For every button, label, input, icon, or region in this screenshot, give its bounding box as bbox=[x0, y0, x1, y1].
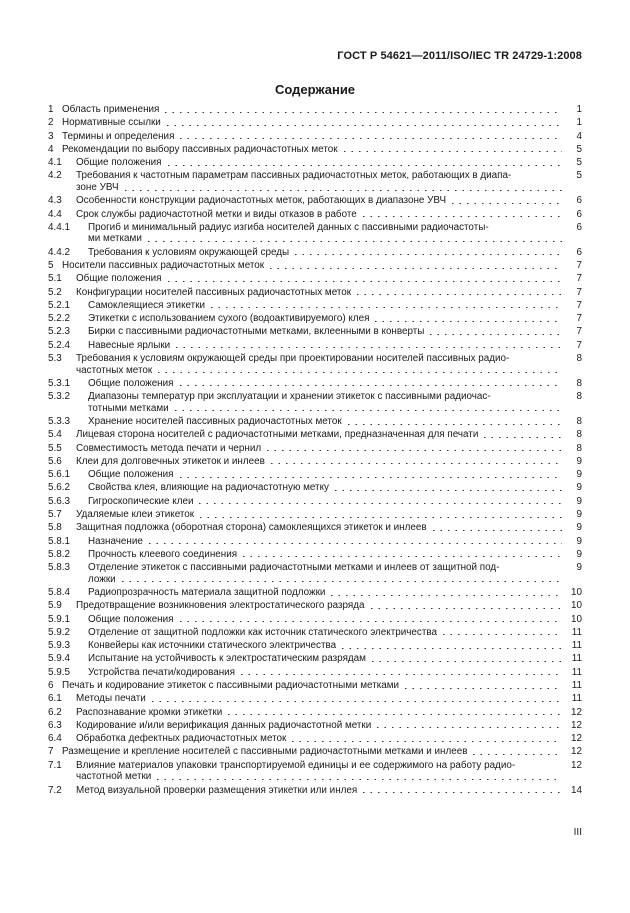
toc-entry-title: Клеи для долговечных этикеток и инлеев bbox=[76, 455, 265, 467]
toc-entry[interactable] bbox=[48, 353, 582, 376]
toc-entry[interactable] bbox=[48, 733, 582, 745]
dot-leader bbox=[402, 688, 562, 689]
toc-entry-title: частотной метки bbox=[76, 771, 152, 783]
toc-entry-number: 4.3 bbox=[48, 195, 62, 207]
toc-entry-page: 9 bbox=[576, 548, 582, 560]
toc-entry-page: 14 bbox=[571, 784, 582, 796]
toc-entry[interactable] bbox=[48, 170, 582, 193]
toc-entry-number: 5.2.4 bbox=[48, 339, 70, 351]
toc-entry-page: 11 bbox=[571, 640, 582, 652]
dot-leader bbox=[172, 410, 562, 411]
toc-entry-page: 9 bbox=[576, 535, 582, 547]
toc-entry[interactable] bbox=[48, 429, 582, 441]
toc-entry-number: 5.9.1 bbox=[48, 613, 70, 625]
document-header: ГОСТ Р 54621—2011/ISO/IEC TR 24729-1:2008 bbox=[337, 50, 582, 62]
toc-entry[interactable] bbox=[48, 222, 582, 245]
toc-entry-number: 5.6.2 bbox=[48, 482, 70, 494]
toc-entry-page: 10 bbox=[571, 600, 582, 612]
toc-entry-title: Прочность клеевого соединения bbox=[88, 548, 238, 560]
toc-entry-title: Метод визуальной проверки размещения этикетки или инлея bbox=[76, 784, 358, 796]
toc-entry-number: 5.9.5 bbox=[48, 666, 70, 678]
toc-entry-number: 6.4 bbox=[48, 733, 62, 745]
toc-entry-number: 5.3 bbox=[48, 352, 62, 364]
toc-entry-page: 5 bbox=[576, 157, 582, 169]
toc-entry-page: 8 bbox=[576, 416, 582, 427]
toc-entry-number: 4.4.2 bbox=[48, 246, 70, 258]
page-number: III bbox=[573, 827, 582, 838]
toc-entry-page: 12 bbox=[571, 746, 582, 758]
dot-leader bbox=[332, 490, 562, 491]
toc-entry[interactable] bbox=[48, 522, 582, 534]
toc-entry-page: 7 bbox=[576, 313, 582, 325]
toc-entry-number: 5.8.1 bbox=[48, 535, 70, 547]
toc-entry[interactable] bbox=[48, 627, 582, 639]
dot-leader bbox=[146, 543, 562, 544]
toc-entry-page: 9 bbox=[576, 508, 582, 520]
dot-leader bbox=[339, 648, 562, 649]
dot-leader bbox=[470, 754, 562, 755]
toc-entry-page: 7 bbox=[576, 326, 582, 338]
toc-entry-number: 4.2 bbox=[48, 170, 62, 182]
toc-entry-title: Бирки с пассивными радиочастотными метками, вклеенными в конверты bbox=[88, 326, 425, 338]
toc-entry-page: 9 bbox=[576, 522, 582, 534]
toc-entry-title: Нормативные ссылки bbox=[62, 117, 161, 129]
toc-entry-number: 7 bbox=[48, 746, 54, 758]
dot-leader bbox=[177, 138, 562, 139]
toc-entry[interactable] bbox=[48, 273, 582, 285]
toc-entry-number: 5.3.1 bbox=[48, 377, 70, 389]
toc-entry-title: Конфигурации носителей пассивных радиочастотных меток bbox=[76, 286, 352, 298]
toc-entry-page: 6 bbox=[576, 195, 582, 207]
toc-entry-title: Методы печати bbox=[76, 693, 146, 705]
toc-entry-title: Назначение bbox=[88, 535, 143, 547]
dot-leader bbox=[374, 727, 562, 728]
toc-entry[interactable] bbox=[48, 600, 582, 612]
toc-entry-title: Совместимость метода печати и чернил bbox=[76, 442, 262, 454]
toc-entry[interactable] bbox=[48, 536, 582, 548]
toc-entry[interactable] bbox=[48, 707, 582, 719]
dot-leader bbox=[360, 792, 562, 793]
toc-entry[interactable] bbox=[48, 456, 582, 468]
toc-entry-number: 4 bbox=[48, 143, 54, 155]
toc-entry[interactable] bbox=[48, 247, 582, 259]
dot-leader bbox=[196, 503, 562, 504]
toc-entry-page: 7 bbox=[576, 273, 582, 285]
dot-leader bbox=[345, 424, 562, 425]
toc-entry-number: 5.7 bbox=[48, 508, 62, 520]
toc-entry[interactable] bbox=[48, 746, 582, 758]
toc-entry-number: 5.3.2 bbox=[48, 391, 70, 403]
toc-entry-page: 6 bbox=[576, 221, 582, 233]
toc-entry-title: Отделение от защитной подложки как источник статического электричества bbox=[88, 626, 437, 638]
toc-entry[interactable] bbox=[48, 131, 582, 143]
toc-entry-number: 5.3.3 bbox=[48, 416, 70, 427]
toc-entry-number: 5.9.2 bbox=[48, 626, 70, 638]
toc-entry[interactable] bbox=[48, 260, 582, 272]
dot-leader bbox=[264, 450, 562, 451]
dot-leader bbox=[267, 268, 562, 269]
toc-entry-title: Общие положения bbox=[88, 613, 174, 625]
toc-entry-page: 7 bbox=[576, 339, 582, 351]
toc-entry-number: 5.9 bbox=[48, 600, 62, 612]
toc-entry[interactable] bbox=[48, 443, 582, 455]
toc-entry-page: 11 bbox=[571, 666, 582, 678]
toc-entry-title: Свойства клея, влияющие на радиочастотную метку bbox=[88, 482, 329, 494]
toc-entry-number: 6.1 bbox=[48, 693, 62, 705]
toc-entry-number: 3 bbox=[48, 130, 54, 142]
dot-leader bbox=[360, 216, 562, 217]
dot-leader bbox=[449, 203, 562, 204]
toc-entry-title: Срок службы радиочастотной метки и виды отказов в работе bbox=[76, 208, 357, 220]
dot-leader bbox=[162, 112, 562, 113]
dot-leader bbox=[481, 437, 562, 438]
toc-entry-page: 6 bbox=[576, 208, 582, 220]
toc-entry[interactable] bbox=[48, 378, 582, 390]
toc-entry-page: 12 bbox=[571, 719, 582, 731]
dot-leader bbox=[145, 241, 562, 242]
toc-entry-number: 4.4 bbox=[48, 208, 62, 220]
toc-entry-page: 12 bbox=[571, 706, 582, 718]
toc-entry-page: 11 bbox=[571, 693, 582, 705]
toc-entry-number: 5.2.1 bbox=[48, 299, 70, 311]
toc-entry-number: 5.8.3 bbox=[48, 562, 70, 574]
toc-entry-title: частотных меток bbox=[76, 364, 153, 376]
toc-entry[interactable] bbox=[48, 313, 582, 325]
toc-entry-title: Термины и определения bbox=[62, 130, 175, 142]
toc-entry[interactable] bbox=[48, 144, 582, 156]
toc-entry[interactable] bbox=[48, 549, 582, 561]
table-of-contents bbox=[48, 104, 582, 798]
dot-leader bbox=[369, 661, 562, 662]
toc-entry-number: 5.8.2 bbox=[48, 548, 70, 560]
toc-entry-title: Отделение этикеток с пассивными радиочастотными метками и инлеев от защитной под- bbox=[88, 562, 500, 574]
toc-entry-title: Требования к частотным параметрам пассивных радиочастотных меток, работающих в диапа- bbox=[76, 170, 512, 182]
dot-leader bbox=[197, 517, 562, 518]
dot-leader bbox=[240, 556, 562, 557]
dot-leader bbox=[177, 477, 562, 478]
toc-entry[interactable] bbox=[48, 300, 582, 312]
toc-entry-page: 5 bbox=[576, 143, 582, 155]
toc-entry-title: Диапазоны температур при эксплуатации и хранении этикеток с пассивными радиочас- bbox=[88, 391, 491, 403]
toc-entry[interactable] bbox=[48, 509, 582, 521]
toc-entry-title: Область применения bbox=[62, 104, 160, 115]
toc-entry-title: Общие положения bbox=[88, 377, 174, 389]
toc-entry[interactable] bbox=[48, 496, 582, 508]
dot-leader bbox=[225, 714, 562, 715]
toc-entry-title: Общие положения bbox=[76, 157, 162, 169]
toc-entry-title: Хранение носителей пассивных радиочастотных меток bbox=[88, 416, 342, 427]
toc-entry-page: 4 bbox=[576, 130, 582, 142]
toc-entry-number: 5.5 bbox=[48, 442, 62, 454]
toc-entry-number: 7.1 bbox=[48, 759, 62, 771]
toc-entry-number: 5.9.4 bbox=[48, 653, 70, 665]
toc-entry-title: ми метками bbox=[88, 233, 142, 245]
toc-entry-title: Лицевая сторона носителей с радиочастотными метками, предназначенная для печати bbox=[76, 429, 479, 441]
toc-entry-number: 5.9.3 bbox=[48, 640, 70, 652]
toc-entry[interactable] bbox=[48, 391, 582, 414]
toc-entry[interactable] bbox=[48, 287, 582, 299]
toc-entry-page: 11 bbox=[571, 679, 582, 691]
dot-leader bbox=[122, 190, 562, 191]
toc-entry-number: 5.2 bbox=[48, 286, 62, 298]
toc-entry[interactable] bbox=[48, 416, 582, 428]
toc-entry-number: 2 bbox=[48, 117, 54, 129]
toc-entry-title: Радиопрозрачность материала защитной подложки bbox=[88, 586, 326, 598]
toc-entry-title: ложки bbox=[88, 573, 116, 585]
toc-entry-title: Особенности конструкции радиочастотных меток, работающих в диапазоне УВЧ bbox=[76, 195, 447, 207]
toc-entry-page: 6 bbox=[576, 246, 582, 258]
toc-entry-number: 6 bbox=[48, 679, 54, 691]
toc-entry[interactable] bbox=[48, 469, 582, 481]
toc-entry[interactable] bbox=[48, 104, 582, 116]
toc-entry-page: 9 bbox=[576, 482, 582, 494]
toc-entry-page: 9 bbox=[576, 455, 582, 467]
toc-entry-page: 1 bbox=[576, 117, 582, 129]
toc-entry[interactable] bbox=[48, 587, 582, 599]
toc-entry-page: 11 bbox=[571, 626, 582, 638]
toc-entry[interactable] bbox=[48, 640, 582, 652]
toc-entry-title: Устройства печати/кодирования bbox=[88, 666, 236, 678]
toc-entry-page: 11 bbox=[571, 653, 582, 665]
dot-leader bbox=[292, 254, 562, 255]
toc-entry-page: 8 bbox=[576, 391, 582, 403]
toc-entry-title: Кодирование и/или верификация данных радиочастотной метки bbox=[76, 719, 372, 731]
toc-entry-title: Гигроскопические клеи bbox=[88, 495, 194, 507]
toc-entry-title: Носители пассивных радиочастотных меток bbox=[62, 260, 265, 271]
toc-entry-page: 7 bbox=[576, 299, 582, 311]
toc-entry-title: зоне УВЧ bbox=[76, 182, 119, 193]
toc-entry-title: Обработка дефектных радиочастотных меток bbox=[76, 733, 287, 745]
toc-entry-title: Размещение и крепление носителей с пассивными радиочастотными метками и инлеев bbox=[62, 746, 468, 758]
toc-entry[interactable] bbox=[48, 195, 582, 207]
toc-entry-number: 5.2.2 bbox=[48, 313, 70, 325]
dot-leader bbox=[440, 634, 562, 635]
dot-leader bbox=[177, 621, 562, 622]
toc-entry-page: 7 bbox=[576, 260, 582, 271]
toc-entry-page: 12 bbox=[571, 759, 582, 771]
toc-entry-number: 6.3 bbox=[48, 719, 62, 731]
dot-leader bbox=[368, 608, 562, 609]
toc-entry-number: 5.6 bbox=[48, 455, 62, 467]
toc-entry-title: Конвейеры как источники статического электричества bbox=[88, 640, 337, 652]
toc-entry-number: 5.6.3 bbox=[48, 495, 70, 507]
dot-leader bbox=[430, 530, 562, 531]
dot-leader bbox=[208, 307, 562, 308]
dot-leader bbox=[427, 334, 562, 335]
dot-leader bbox=[155, 372, 562, 373]
toc-entry[interactable] bbox=[48, 340, 582, 352]
toc-entry-number: 1 bbox=[48, 104, 54, 115]
toc-entry[interactable] bbox=[48, 562, 582, 585]
toc-entry-number: 5 bbox=[48, 260, 54, 271]
toc-entry-title: Общие положения bbox=[76, 273, 162, 285]
dot-leader bbox=[177, 385, 562, 386]
toc-entry-page: 12 bbox=[571, 733, 582, 745]
toc-entry-page: 10 bbox=[571, 613, 582, 625]
toc-entry-title: Испытание на устойчивость к электростатическим разрядам bbox=[88, 653, 366, 665]
toc-entry-page: 8 bbox=[576, 429, 582, 441]
dot-leader bbox=[165, 281, 562, 282]
toc-entry-page: 8 bbox=[576, 352, 582, 364]
toc-entry-page: 5 bbox=[576, 170, 582, 182]
dot-leader bbox=[154, 779, 562, 780]
toc-entry-title: Требования к условиям окружающей среды при проектировании носителей пассивных радио- bbox=[76, 352, 510, 364]
toc-entry-page: 9 bbox=[576, 495, 582, 507]
dot-leader bbox=[328, 595, 562, 596]
toc-entry-page: 10 bbox=[571, 586, 582, 598]
dot-leader bbox=[341, 151, 562, 152]
toc-entry[interactable] bbox=[48, 209, 582, 221]
dot-leader bbox=[164, 125, 562, 126]
toc-entry-title: Самоклеящиеся этикетки bbox=[88, 299, 206, 311]
toc-entry-title: Защитная подложка (оборотная сторона) самоклеящихся этикеток и инлеев bbox=[76, 522, 427, 534]
toc-entry-title: Прогиб и минимальный радиус изгиба носителей данных с пассивными радиочастоты- bbox=[88, 221, 489, 233]
toc-entry[interactable] bbox=[48, 117, 582, 129]
toc-entry-title: тотными метками bbox=[88, 402, 169, 414]
toc-entry-page: 1 bbox=[576, 104, 582, 115]
toc-entry-page: 8 bbox=[576, 377, 582, 389]
toc-entry-page: 9 bbox=[576, 469, 582, 481]
toc-entry[interactable] bbox=[48, 653, 582, 665]
toc-entry[interactable] bbox=[48, 680, 582, 692]
toc-entry-number: 5.2.3 bbox=[48, 326, 70, 338]
toc-entry-number: 5.8 bbox=[48, 522, 62, 534]
dot-leader bbox=[238, 674, 562, 675]
toc-entry-page: 7 bbox=[576, 286, 582, 298]
toc-entry[interactable] bbox=[48, 326, 582, 338]
toc-entry-number: 5.4 bbox=[48, 429, 62, 441]
toc-entry-title: Предотвращение возникновения электростатического разряда bbox=[76, 600, 365, 612]
toc-entry[interactable] bbox=[48, 785, 582, 797]
toc-entry-title: Влияние материалов упаковки транспортируемой единицы и ее содержимого на работу радио- bbox=[76, 759, 516, 771]
toc-entry-number: 7.2 bbox=[48, 784, 62, 796]
dot-leader bbox=[268, 463, 562, 464]
toc-entry-title: Рекомендации по выбору пассивных радиочастотных меток bbox=[62, 143, 338, 155]
toc-entry-number: 5.6.1 bbox=[48, 469, 70, 481]
dot-leader bbox=[165, 165, 562, 166]
toc-entry[interactable] bbox=[48, 482, 582, 494]
toc-entry[interactable] bbox=[48, 693, 582, 705]
toc-entry-title: Печать и кодирование этикеток с пассивными радиочастотными метками bbox=[62, 679, 400, 691]
toc-entry-page: 8 bbox=[576, 442, 582, 454]
toc-entry[interactable] bbox=[48, 614, 582, 626]
dot-leader bbox=[354, 294, 562, 295]
toc-entry[interactable] bbox=[48, 760, 582, 783]
page-title: Содержание bbox=[274, 82, 356, 97]
dot-leader bbox=[173, 347, 562, 348]
toc-entry[interactable] bbox=[48, 667, 582, 679]
toc-entry-number: 5.1 bbox=[48, 273, 62, 285]
toc-entry-title: Удаляемые клеи этикеток bbox=[76, 508, 195, 520]
toc-entry-title: Навесные ярлыки bbox=[88, 339, 171, 351]
toc-entry-number: 5.8.4 bbox=[48, 586, 70, 598]
toc-entry-number: 4.1 bbox=[48, 157, 62, 169]
toc-entry-number: 4.4.1 bbox=[48, 221, 70, 233]
toc-entry[interactable] bbox=[48, 157, 582, 169]
toc-entry-title: Общие положения bbox=[88, 469, 174, 481]
toc-entry-title: Требования к условиям окружающей среды bbox=[88, 246, 290, 258]
toc-entry-page: 9 bbox=[576, 562, 582, 574]
toc-entry-title: Этикетки с использованием сухого (водоактивируемого) клея bbox=[88, 313, 370, 325]
dot-leader bbox=[119, 581, 562, 582]
toc-entry[interactable] bbox=[48, 720, 582, 732]
dot-leader bbox=[372, 321, 562, 322]
dot-leader bbox=[149, 701, 562, 702]
toc-entry-number: 6.2 bbox=[48, 706, 62, 718]
dot-leader bbox=[289, 741, 562, 742]
toc-entry-title: Распознавание кромки этикетки bbox=[76, 706, 223, 718]
